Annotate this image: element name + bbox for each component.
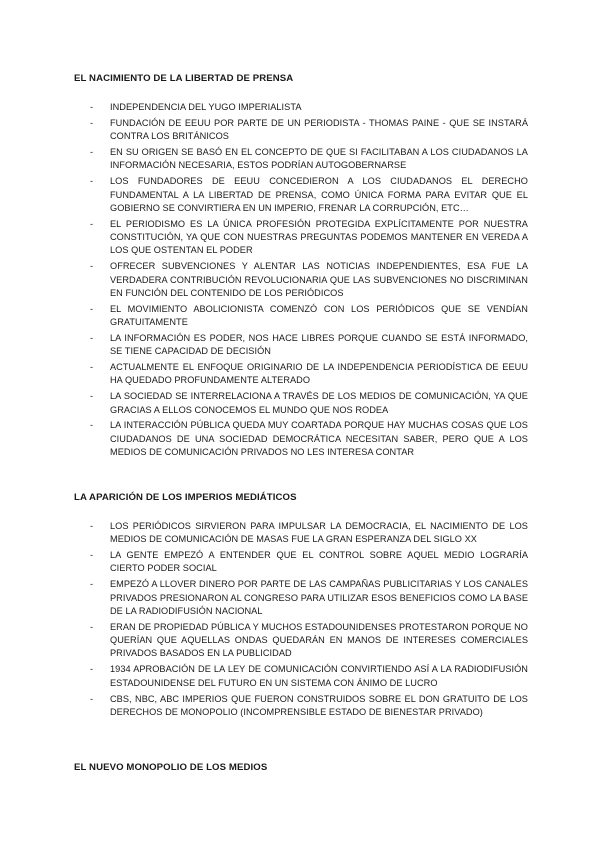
section-heading-libertad-prensa: EL NACIMIENTO DE LA LIBERTAD DE PRENSA	[74, 73, 294, 84]
bullet-dash: -	[90, 579, 94, 590]
list-item-text: ACTUALMENTE EL ENFOQUE ORIGINARIO DE LA INDEPENDENCIA PERIODÍSTICA DE EEUU HA QUEDADO PROFUNDAMENTE ALTERADO	[110, 362, 528, 386]
list-item	[90, 101, 528, 114]
bullet-dash: -	[90, 550, 94, 561]
list-item	[90, 303, 528, 330]
list-item	[90, 361, 528, 388]
bullet-dash: -	[90, 664, 94, 675]
bullet-dash: -	[90, 391, 94, 402]
list-item-text: EL MOVIMIENTO ABOLICIONISTA COMENZÓ CON LOS PERIÓDICOS QUE SE VENDÍAN GRATUITAMENTE	[110, 303, 528, 328]
bullet-dash: -	[90, 332, 94, 343]
list-item-text: LOS PERIÓDICOS SIRVIERON PARA IMPULSAR LA DEMOCRACIA, EL NACIMIENTO DE LOS MEDIOS DE COMUNICACIÓN DE MASAS FUE LA GRAN ESPERANZA DEL SIGLO XX	[110, 521, 528, 545]
bullet-dash: -	[90, 117, 94, 128]
list-item	[90, 621, 528, 661]
list-item-text: CBS, NBC, ABC IMPERIOS QUE FUERON CONSTRUIDOS SOBRE EL DON GRATUITO DE LOS DERECHOS DE MONOPOLIO (INCOMPRENSIBLE ESTADO DE BIENESTAR PRIVADO)	[110, 693, 528, 717]
list-item	[90, 175, 528, 215]
list-item	[90, 663, 528, 690]
bullet-dash: -	[90, 102, 94, 112]
list-item	[90, 578, 528, 618]
list-item-text: EN SU ORIGEN SE BASÓ EN EL CONCEPTO DE QUE SI FACILITABAN A LOS CIUDADANOS LA INFORMACIÓN NECESARIA, ESTOS PODRÍAN AUTOGOBERNARSE	[110, 147, 528, 171]
list-item-text: LA INTERACCIÓN PÚBLICA QUEDA MUY COARTADA PORQUE HAY MUCHAS COSAS QUE LOS CIUDADANOS DE UNA SOCIEDAD DEMOCRÁTICA NECESITAN SABER, PERO QUE A LOS MEDIOS DE COMUNICACIÓN PRIVADOS NO LES INTERESA CONTAR	[110, 420, 528, 458]
bullet-dash: -	[90, 303, 94, 314]
bullet-dash: -	[90, 176, 94, 187]
list-item-text: EL PERIODISMO ES LA ÚNICA PROFESIÓN PROTEGIDA EXPLÍCITAMENTE POR NUESTRA CONSTITUCIÓN, YA QUE CON NUESTRAS PREGUNTAS PODEMOS MANTENER EN VEREDA A LOS QUE OSTENTAN EL PODER	[110, 218, 528, 256]
list-item	[90, 520, 528, 547]
list-item-text: INDEPENDENCIA DEL YUGO IMPERIALISTA	[110, 102, 302, 112]
list-item-text: LA SOCIEDAD SE INTERRELACIONA A TRAVÉS DE LOS MEDIOS DE COMUNICACIÓN, YA QUE GRACIAS A ELLOS CONOCEMOS EL MUNDO QUE NOS RODEA	[110, 391, 528, 415]
bullet-dash: -	[90, 420, 94, 431]
list-item-text: LA INFORMACIÓN ES PODER, NOS HACE LIBRES PORQUE CUANDO SE ESTÁ INFORMADO, SE TIENE CAPACIDAD DE DECISIÓN	[110, 332, 528, 357]
list-item	[90, 218, 528, 258]
bullet-list-libertad-prensa	[90, 101, 528, 462]
bullet-list-imperios-mediaticos	[90, 520, 528, 722]
bullet-dash: -	[90, 261, 94, 272]
bullet-dash: -	[90, 218, 94, 229]
list-item-text: LOS FUNDADORES DE EEUU CONCEDIERON A LOS CIUDADANOS EL DERECHO FUNDAMENTAL A LA LIBERTAD DE PRENSA, COMO ÚNICA FORMA PARA EVITAR QUE EL GOBIERNO SE CONVIRTIERA EN UN IMPERIO, FRENAR LA CORRUPCIÓN, ETC…	[110, 176, 528, 213]
list-item	[90, 117, 528, 144]
section-heading-imperios-mediaticos: LA APARICIÓN DE LOS IMPERIOS MEDIÁTICOS	[74, 492, 297, 503]
list-item-text: FUNDACIÓN DE EEUU POR PARTE DE UN PERIODISTA - THOMAS PAINE - QUE SE INSTARÁ CONTRA LOS BRITÁNICOS	[110, 117, 528, 142]
list-item	[90, 146, 528, 173]
list-item-text: EMPEZÓ A LLOVER DINERO POR PARTE DE LAS CAMPAÑAS PUBLICITARIAS Y LOS CANALES PRIVADOS PRESIONARON AL CONGRESO PARA UTILIZAR ESOS BENEFICIOS COMO LA BASE DE LA RADIODIFUSIÓN NACIONAL	[110, 579, 528, 616]
list-item	[90, 332, 528, 359]
list-item-text: OFRECER SUBVENCIONES Y ALENTAR LAS NOTICIAS INDEPENDIENTES, ESA FUE LA VERDADERA CONTRIBUCIÓN REVOLUCIONARIA QUE LAS SUBVENCIONES NO DISCRIMINAN EN FUNCIÓN DEL CONTENIDO DE LOS PERIÓDICOS	[110, 261, 528, 298]
list-item-text: LA GENTE EMPEZÓ A ENTENDER QUE EL CONTROL SOBRE AQUEL MEDIO LOGRARÍA CIERTO PODER SOCIAL	[110, 550, 528, 574]
list-item-text: ERAN DE PROPIEDAD PÚBLICA Y MUCHOS ESTADOUNIDENSES PROTESTARON PORQUE NO QUERÍAN QUE AQUELLAS ONDAS QUEDARÁN EN MANOS DE INTERESES COMERCIALES PRIVADOS BASADOS EN LA PUBLICIDAD	[110, 621, 528, 659]
list-item	[90, 549, 528, 576]
section-heading-nuevo-monopolio: EL NUEVO MONOPOLIO DE LOS MEDIOS	[74, 762, 268, 773]
bullet-dash: -	[90, 362, 94, 373]
bullet-dash: -	[90, 693, 94, 704]
list-item	[90, 390, 528, 417]
bullet-dash: -	[90, 147, 94, 158]
list-item-text: 1934 APROBACIÓN DE LA LEY DE COMUNICACIÓN CONVIRTIENDO ASÍ A LA RADIODIFUSIÓN ESTADOUNIDENSE DEL FUTURO EN UN SISTEMA CON ÁNIMO DE LUCRO	[110, 664, 528, 688]
list-item	[90, 260, 528, 300]
bullet-dash: -	[90, 621, 94, 632]
list-item	[90, 693, 528, 720]
list-item	[90, 419, 528, 459]
bullet-dash: -	[90, 521, 94, 531]
